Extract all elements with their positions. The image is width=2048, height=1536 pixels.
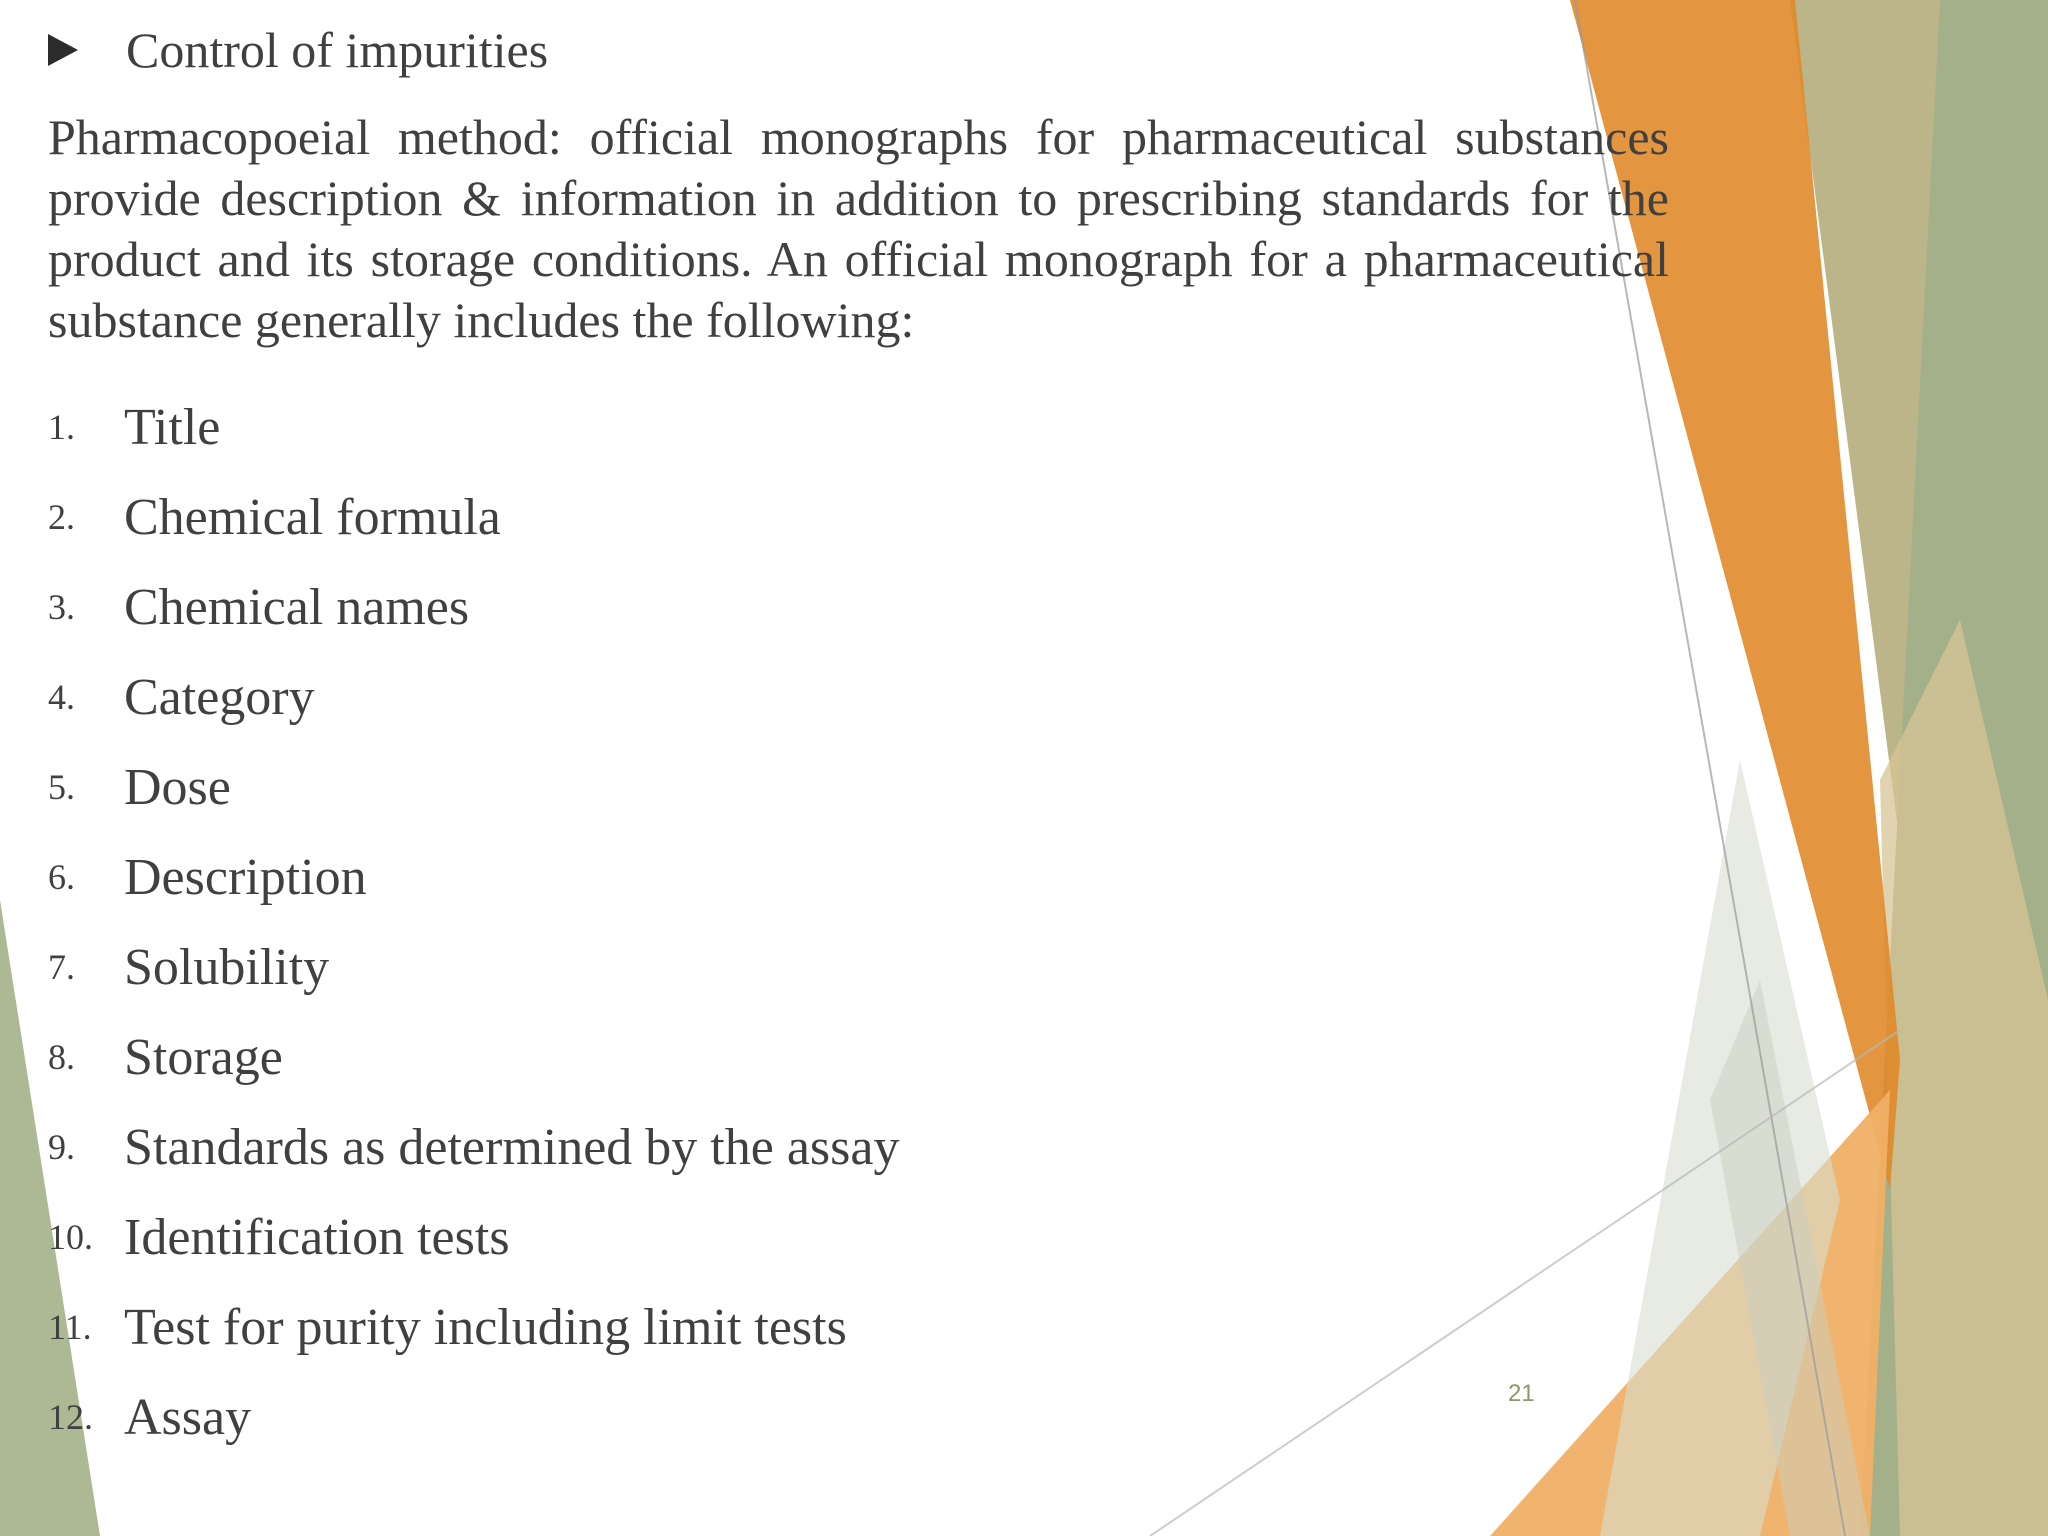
item-text: Chemical names xyxy=(124,578,470,636)
item-number: 11. xyxy=(48,1307,92,1347)
list-item xyxy=(0,652,899,742)
item-text: Storage xyxy=(124,1028,283,1086)
item-number: 6. xyxy=(48,857,75,897)
item-number: 1. xyxy=(48,407,75,447)
item-text: Test for purity including limit tests xyxy=(124,1298,847,1356)
list-item xyxy=(0,742,899,832)
item-number: 3. xyxy=(48,587,75,627)
list-item xyxy=(0,382,899,472)
item-number: 7. xyxy=(48,947,75,987)
slide-heading: Control of impurities xyxy=(126,22,549,78)
item-number: 2. xyxy=(48,497,75,537)
page-number: 21 xyxy=(1508,1380,1535,1407)
monograph-items-list xyxy=(0,382,899,1462)
list-item xyxy=(0,562,899,652)
heading-row xyxy=(48,18,548,82)
list-item xyxy=(0,1372,899,1462)
list-item xyxy=(0,1012,899,1102)
item-text: Title xyxy=(124,398,221,456)
item-text: Dose xyxy=(124,758,231,816)
item-text: Chemical formula xyxy=(124,488,501,546)
list-item xyxy=(0,1192,899,1282)
item-number: 8. xyxy=(48,1037,75,1077)
item-text: Solubility xyxy=(124,938,330,996)
item-text: Description xyxy=(124,848,367,906)
item-number: 9. xyxy=(48,1127,75,1167)
item-number: 12. xyxy=(48,1397,93,1437)
item-number: 4. xyxy=(48,677,75,717)
item-text: Identification tests xyxy=(124,1208,510,1266)
item-text: Standards as determined by the assay xyxy=(124,1118,900,1176)
list-item xyxy=(0,1102,899,1192)
item-number: 10. xyxy=(48,1217,93,1257)
list-item xyxy=(0,832,899,922)
list-item xyxy=(0,1282,899,1372)
list-item xyxy=(0,472,899,562)
item-text: Category xyxy=(124,668,315,726)
item-text: Assay xyxy=(124,1388,252,1446)
item-number: 5. xyxy=(48,767,75,807)
bullet-triangle-icon xyxy=(48,34,78,66)
intro-paragraph: Pharmacopoeial method: official monographs for pharmaceutical substances provide description & information in addition to prescribing standards for the product and its storage conditions. An official monograph for a pharmaceutical substance generally includes the following: xyxy=(48,109,1669,348)
list-item xyxy=(0,922,899,1012)
